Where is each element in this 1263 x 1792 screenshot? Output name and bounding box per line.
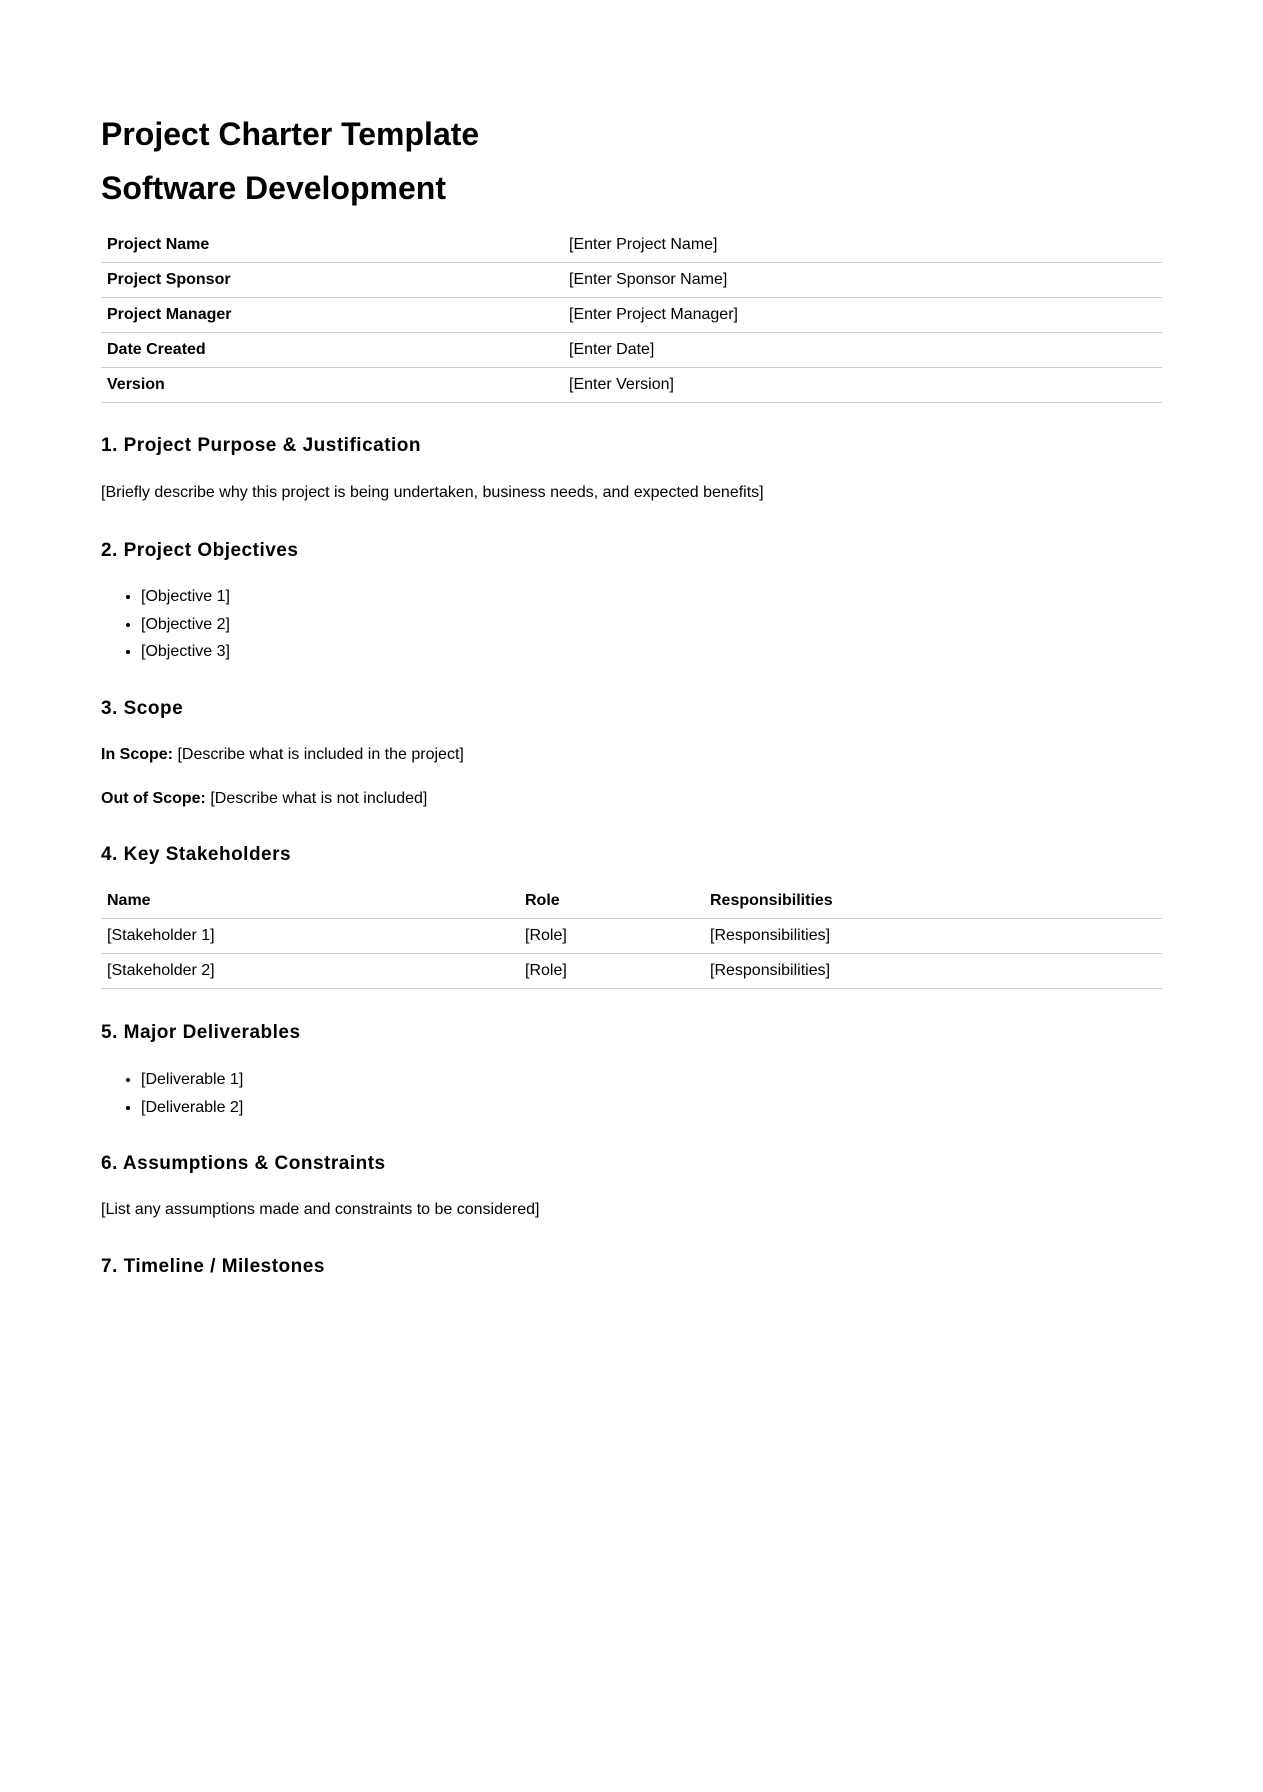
list-item: • [Objective 2] bbox=[141, 611, 230, 639]
info-value: [Enter Date] bbox=[563, 333, 1162, 368]
section-heading-assumptions: 6. Assumptions & Constraints bbox=[101, 1153, 386, 1174]
in-scope-value: [Describe what is included in the project] bbox=[173, 746, 464, 763]
stakeholder-role: [Role] bbox=[519, 919, 704, 954]
out-of-scope-text bbox=[101, 789, 427, 809]
section-heading-purpose: 1. Project Purpose & Justification bbox=[101, 435, 422, 456]
in-scope-text bbox=[101, 745, 464, 765]
document-subtitle: Software Development bbox=[101, 170, 446, 206]
stakeholders-table bbox=[101, 884, 1162, 989]
deliverables-list bbox=[101, 1066, 243, 1121]
info-label: Project Manager bbox=[101, 298, 563, 333]
table-header-row bbox=[101, 884, 1162, 919]
table-row bbox=[101, 298, 1162, 333]
section-heading-deliverables: 5. Major Deliverables bbox=[101, 1022, 301, 1043]
info-label: Date Created bbox=[101, 333, 563, 368]
section-heading-stakeholders: 4. Key Stakeholders bbox=[101, 844, 292, 865]
stakeholder-name: [Stakeholder 2] bbox=[101, 954, 519, 989]
objectives-list bbox=[101, 583, 230, 666]
document-title: Project Charter Template bbox=[101, 116, 480, 152]
table-row bbox=[101, 368, 1162, 403]
table-row bbox=[101, 333, 1162, 368]
table-row bbox=[101, 263, 1162, 298]
out-of-scope-label: Out of Scope: bbox=[101, 790, 206, 807]
stakeholder-name: [Stakeholder 1] bbox=[101, 919, 519, 954]
list-item: • [Objective 3] bbox=[141, 638, 230, 666]
stakeholder-role: [Role] bbox=[519, 954, 704, 989]
purpose-text: [Briefly describe why this project is being undertaken, business needs, and expected benefits] bbox=[101, 484, 764, 501]
column-header-responsibilities: Responsibilities bbox=[704, 884, 1162, 919]
out-of-scope-value: [Describe what is not included] bbox=[205, 790, 428, 807]
column-header-name: Name bbox=[101, 884, 519, 919]
info-value: [Enter Project Manager] bbox=[563, 298, 1162, 333]
in-scope-label: In Scope: bbox=[101, 746, 174, 763]
info-value: [Enter Sponsor Name] bbox=[563, 263, 1162, 298]
info-label: Project Sponsor bbox=[101, 263, 563, 298]
table-row bbox=[101, 919, 1162, 954]
list-item: • [Deliverable 2] bbox=[141, 1094, 243, 1122]
column-header-role: Role bbox=[519, 884, 704, 919]
assumptions-text: [List any assumptions made and constraints to be considered] bbox=[101, 1201, 540, 1218]
stakeholder-responsibilities: [Responsibilities] bbox=[704, 954, 1162, 989]
info-label: Project Name bbox=[101, 228, 563, 263]
section-heading-timeline: 7. Timeline / Milestones bbox=[101, 1256, 325, 1277]
info-value: [Enter Project Name] bbox=[563, 228, 1162, 263]
project-info-table bbox=[101, 228, 1162, 403]
stakeholder-responsibilities: [Responsibilities] bbox=[704, 919, 1162, 954]
table-row bbox=[101, 954, 1162, 989]
list-item: • [Deliverable 1] bbox=[141, 1066, 243, 1094]
table-row bbox=[101, 228, 1162, 263]
info-value: [Enter Version] bbox=[563, 368, 1162, 403]
info-label: Version bbox=[101, 368, 563, 403]
list-item: • [Objective 1] bbox=[141, 583, 230, 611]
section-heading-objectives: 2. Project Objectives bbox=[101, 540, 299, 561]
section-heading-scope: 3. Scope bbox=[101, 698, 184, 719]
